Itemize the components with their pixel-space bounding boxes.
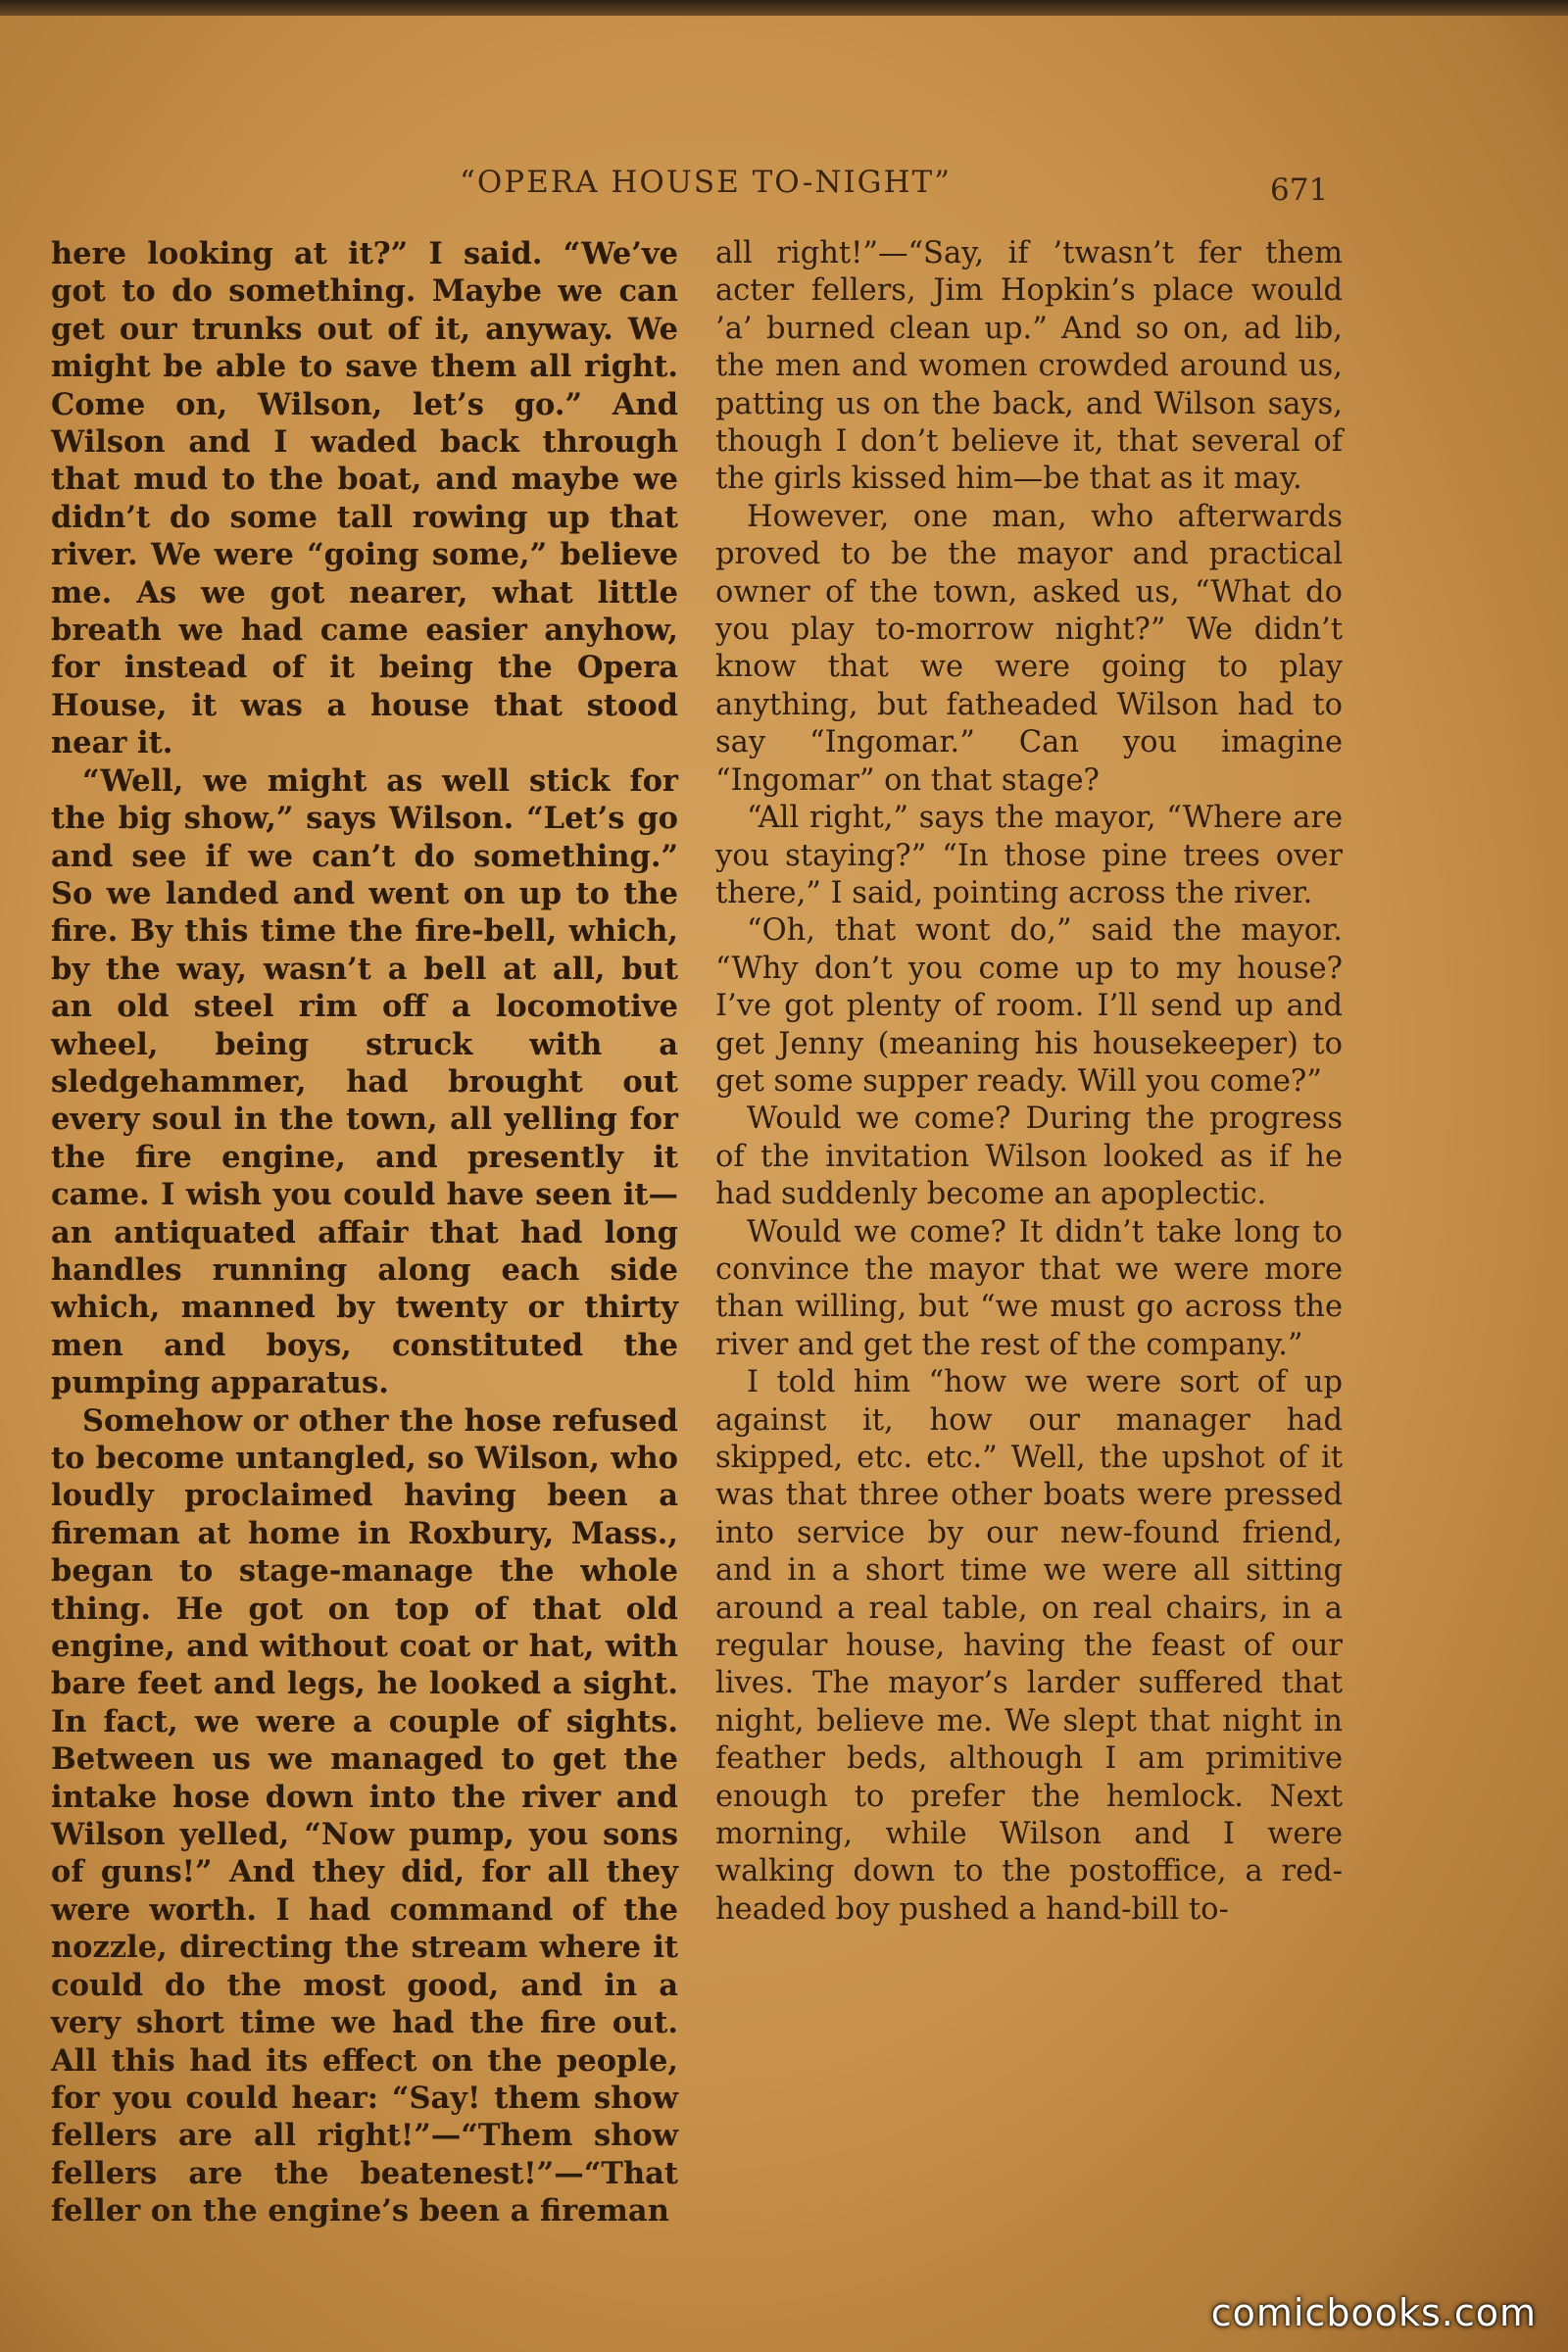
paragraph: Somehow or other the hose refused to become untangled, so Wilson, who loudly proclaimed having been a fireman at home in Roxbury, Mass., began to stage-manage the whole thing. He got on top of that old engine, and without coat or hat, with bare feet and legs, he looked a sight. In fact, we were a couple of sights. Between us we managed to get the intake hose down into the river and Wilson yelled, “Now pump, you sons of guns!” And they did, for all they were worth. I had command of the nozzle, directing the stream where it could do the most good, and in a very short time we had the fire out. All this had its effect on the people, for you could hear: “Say! them show fellers are all right!”—“Them show fellers are the beatenest!”—“That feller on the engine’s been a fireman (51, 1402, 678, 2230)
paragraph: all right!”—“Say, if ’twasn’t fer them acter fellers, Jim Hopkin’s place would ’a’ burned clean up.” And so on, ad lib, the men and women crowded around us, patting us on the back, and Wilson says, though I don’t believe it, that several of the girls kissed him—be that as it may. (715, 236, 1343, 497)
paragraph: Would we come? It didn’t take long to convince the mayor that we were more than willing, but “we must go across the river and get the rest of the company.” (715, 1214, 1343, 1362)
running-title: “OPERA HOUSE TO-NIGHT” (459, 165, 953, 200)
paragraph: here looking at it?” I said. “We’ve got to do something. Maybe we can get our trunks out of it, anyway. We might be able to save them all right. Come on, Wilson, let’s go.” And Wilson and I waded back through that mud to the boat, and maybe we didn’t do some tall rowing up that river. We were “going some,” believe me. As we got nearer, what little breath we had came easier anyhow, for instead of it being the Opera House, it was a house that stood near it. (51, 236, 678, 761)
watermark: comicbooks.com (1210, 2291, 1537, 2334)
paragraph: I told him “how we were sort of up against it, how our manager had skipped, etc. etc.” Well, the upshot of it was that three other boats were pressed into service by our new-found friend, and in a short time we were all sitting around a real table, on real chairs, in a regular house, having the feast of our lives. The mayor’s larder suffered that night, believe me. We slept that night in feather beds, although I am primitive enough to prefer the hemlock. Next morning, while Wilson and I were walking down to the postoffice, a red-headed boy pushed a hand-bill to- (715, 1365, 1343, 1927)
page-top-edge (0, 0, 1568, 16)
page-header (0, 165, 1568, 214)
page-number: 671 (1270, 172, 1329, 208)
paragraph: “Well, we might as well stick for the big show,” says Wilson. “Let’s go and see if we can’t do something.” So we landed and went on up to the fire. By this time the fire-bell, which, by the way, wasn’t a bell at all, but an old steel rim off a locomotive wheel, being struck with a sledgehammer, had brought out every soul in the town, all yelling for the fire engine, and presently it came. I wish you could have seen it—an antiquated affair that had long handles running along each side which, manned by twenty or thirty men and boys, constituted the pumping apparatus. (51, 762, 678, 1401)
paragraph: “All right,” says the mayor, “Where are you staying?” “In those pine trees over there,” I said, pointing across the river. (715, 801, 1343, 910)
paragraph: Would we come? During the progress of the invitation Wilson looked as if he had suddenly become an apoplectic. (715, 1102, 1343, 1212)
paragraph: However, one man, who afterwards proved to be the mayor and practical owner of the town, asked us, “What do you play to-morrow night?” We didn’t know that we were going to play anything, but fatheaded Wilson had to say “Ingomar.” Can you imagine “Ingomar” on that stage? (715, 499, 1343, 798)
paragraph: “Oh, that wont do,” said the mayor. “Why don’t you come up to my house? I’ve got plenty of room. I’ll send up and get Jenny (meaning his housekeeper) to get some supper ready. Will you come?” (715, 913, 1343, 1099)
right-column (715, 235, 1343, 1929)
left-column (51, 235, 678, 2230)
